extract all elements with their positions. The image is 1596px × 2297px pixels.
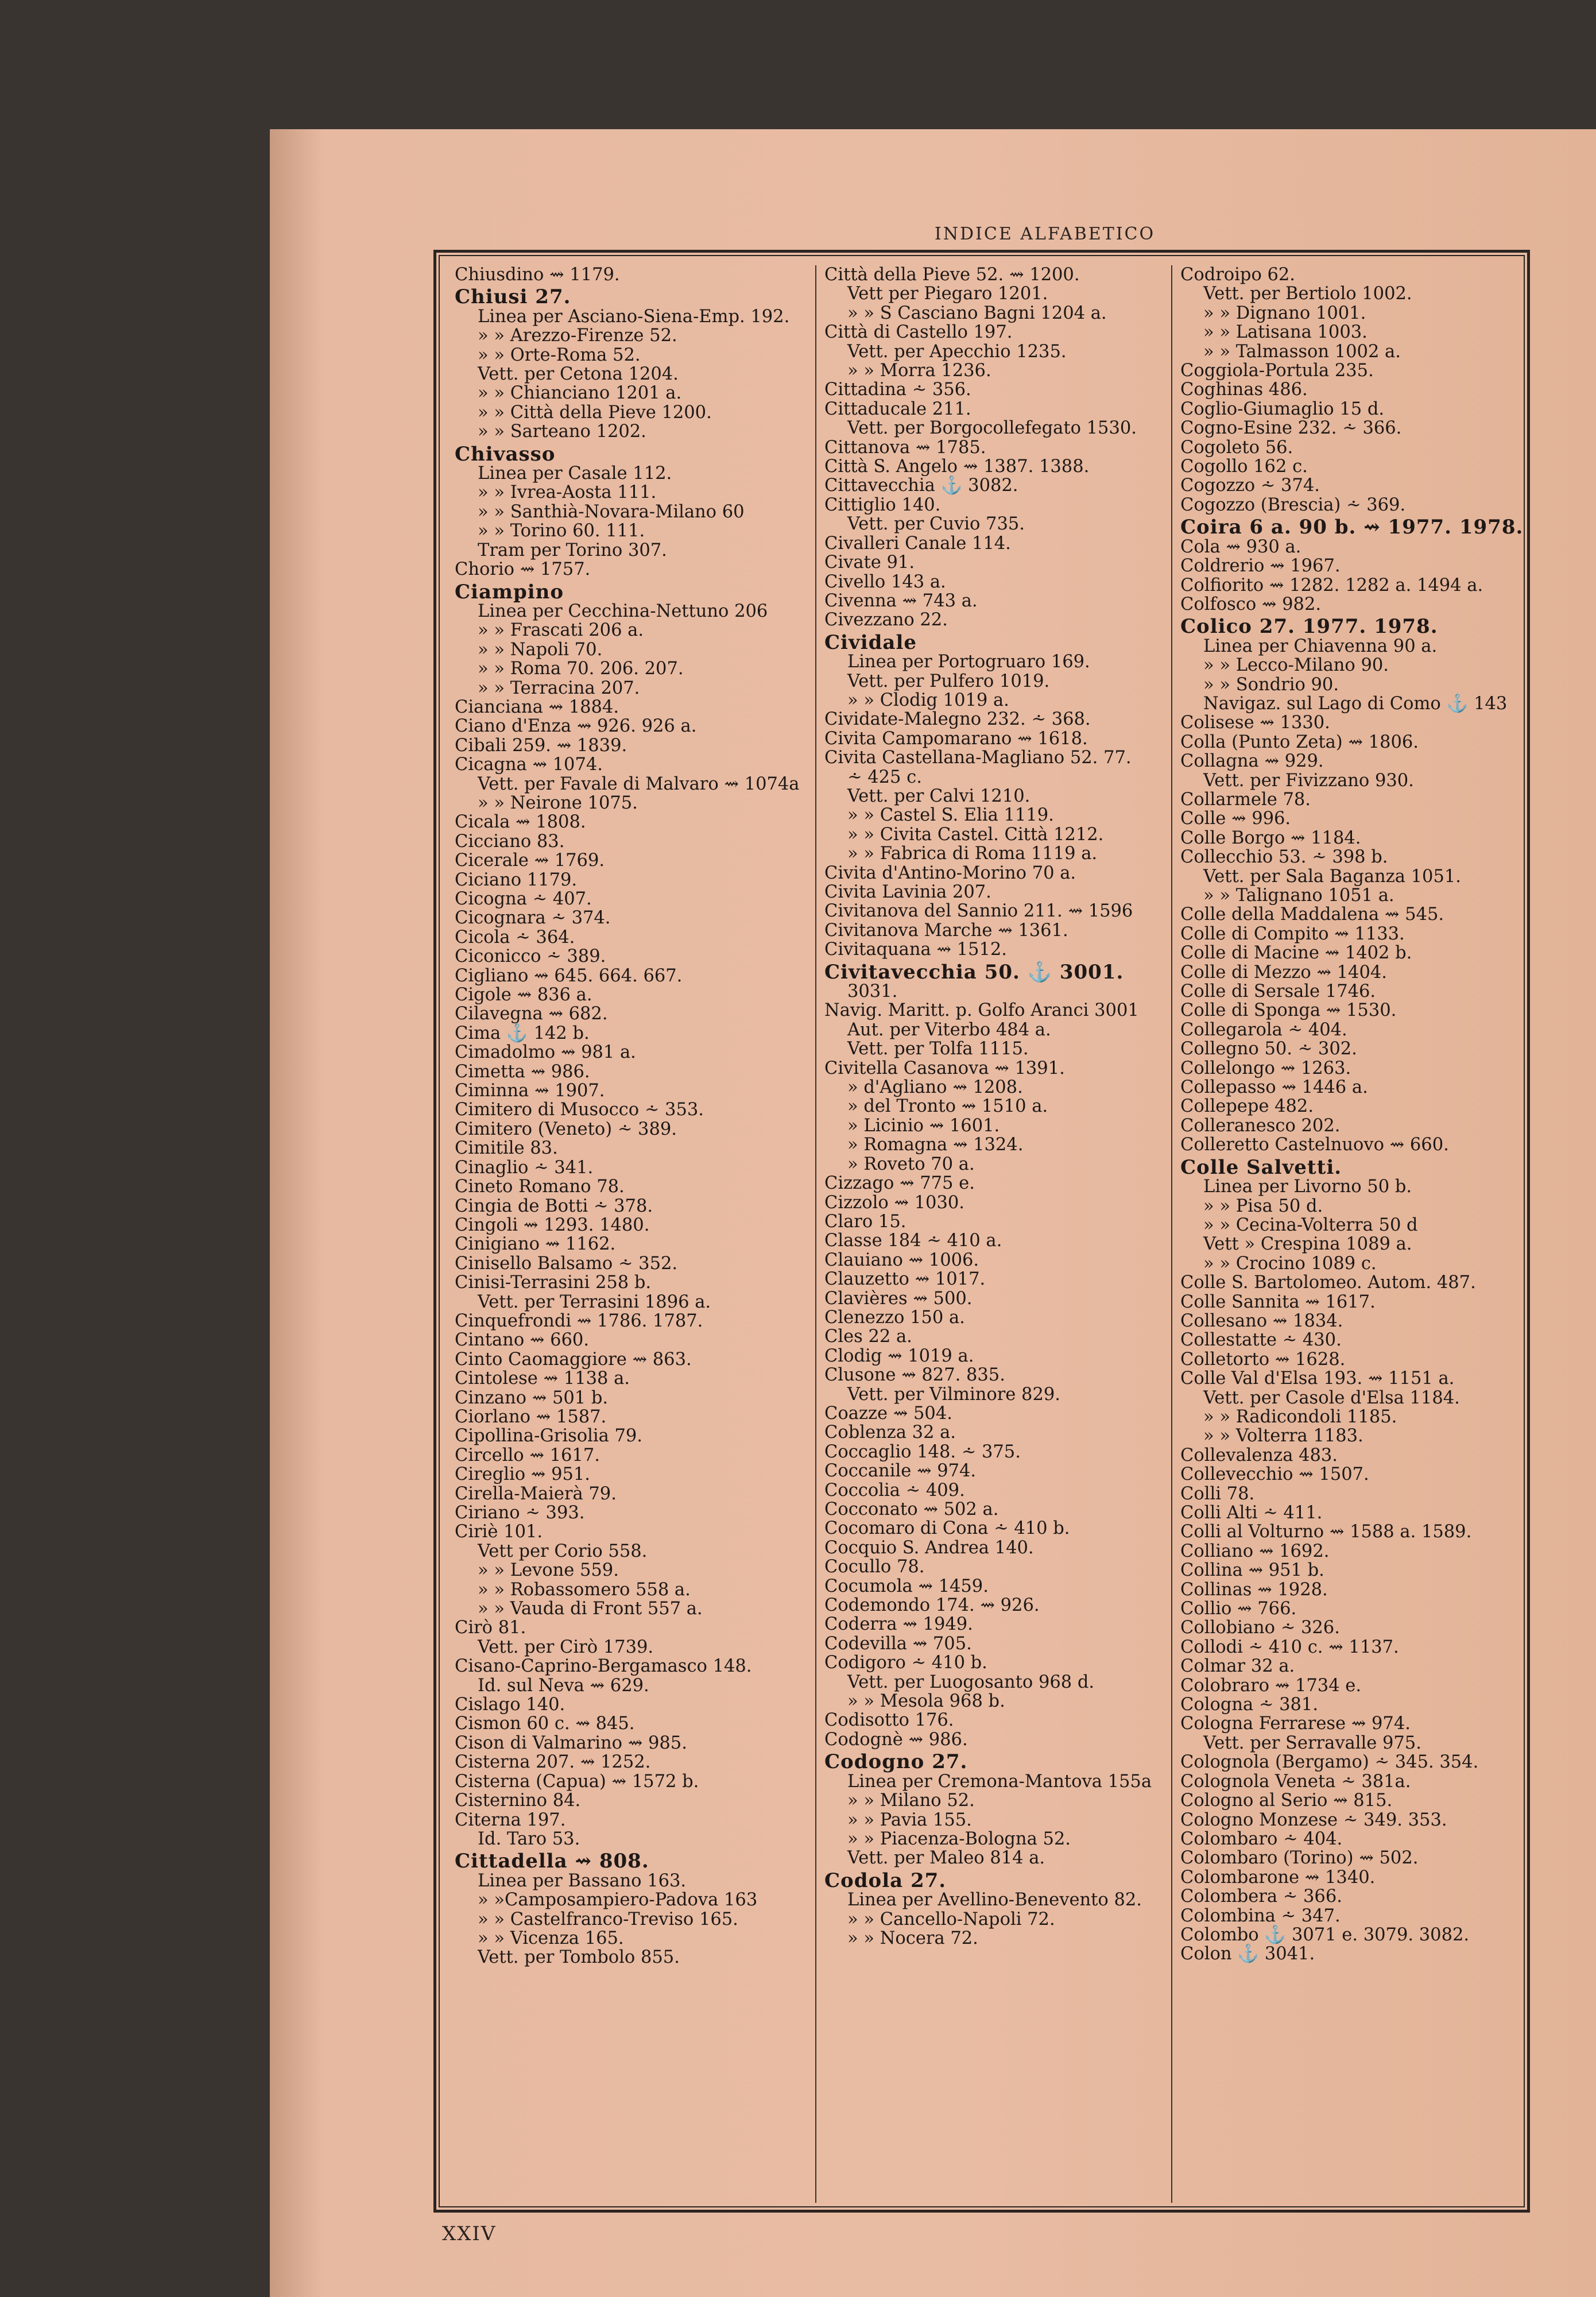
index-entry: Colombina ⩪ 347. bbox=[1180, 1905, 1341, 1926]
index-entry: Civenna ⇝ 743 a. bbox=[824, 590, 978, 611]
index-entry: Vett. per Luogosanto 968 d. bbox=[847, 1672, 1095, 1692]
index-entry: Cineto Romano 78. bbox=[455, 1177, 625, 1197]
index-entry: Vett. per Calvi 1210. bbox=[847, 786, 1031, 806]
index-entry: Vett. per Borgocollefegato 1530. bbox=[847, 418, 1137, 439]
index-entry: Vett per Corio 558. bbox=[478, 1541, 648, 1561]
index-entry: Codigoro ⩪ 410 b. bbox=[824, 1653, 987, 1673]
index-entry: » » Torino 60. 111. bbox=[478, 521, 645, 542]
index-entry: » » Pavia 155. bbox=[847, 1809, 972, 1830]
index-entry: Linea per Casale 112. bbox=[478, 463, 672, 484]
index-entry: » » Clodig 1019 a. bbox=[847, 690, 1009, 710]
index-entry: » » Vauda di Front 557 a. bbox=[478, 1599, 703, 1619]
index-entry: Colognola Veneta ⩪ 381a. bbox=[1180, 1771, 1411, 1792]
index-entry: Colleranesco 202. bbox=[1180, 1115, 1341, 1136]
index-entry: Vett. per Terrasini 1896 a. bbox=[478, 1291, 711, 1312]
index-entry: Linea per Avellino-Benevento 82. bbox=[847, 1890, 1142, 1911]
index-entry: Vett. per Pulfero 1019. bbox=[847, 671, 1050, 691]
index-entry: Colmar 32 a. bbox=[1180, 1656, 1295, 1677]
index-entry: » » Crocino 1089 c. bbox=[1203, 1253, 1377, 1274]
index-entry: Collecchio 53. ⩪ 398 b. bbox=[1180, 847, 1388, 868]
index-entry: » Roveto 70 a. bbox=[847, 1154, 975, 1174]
index-entry: Cittanova ⇝ 1785. bbox=[824, 437, 986, 458]
index-entry: Cilavegna ⇝ 682. bbox=[455, 1004, 608, 1024]
index-entry: Cicognara ⩪ 374. bbox=[455, 908, 611, 929]
index-entry: Clauiano ⇝ 1006. bbox=[824, 1250, 979, 1270]
index-entry: » » Radicondoli 1185. bbox=[1203, 1406, 1397, 1427]
index-entry: Vett. per Casole d'Elsa 1184. bbox=[1203, 1387, 1460, 1408]
index-entry: Vett per Piegaro 1201. bbox=[847, 284, 1048, 304]
index-entry: Cislago 140. bbox=[455, 1695, 565, 1715]
index-entry: Colle Salvetti. bbox=[1180, 1155, 1342, 1179]
index-entry: Colle S. Bartolomeo. Autom. 487. bbox=[1180, 1273, 1476, 1293]
index-entry: » »Camposampiero-Padova 163 bbox=[478, 1890, 758, 1911]
index-entry: Cimitero di Musocco ⩪ 353. bbox=[455, 1100, 704, 1120]
index-entry: Coira 6 a. 90 b. ⇝ 1977. 1978. bbox=[1180, 516, 1524, 539]
index-entry: Cisterna (Capua) ⇝ 1572 b. bbox=[455, 1771, 699, 1792]
index-entry: Claro 15. bbox=[824, 1211, 907, 1232]
index-entry: Civita Campomarano ⇝ 1618. bbox=[824, 728, 1088, 749]
index-entry: Colleretto Castelnuovo ⇝ 660. bbox=[1180, 1135, 1449, 1155]
index-entry: Colle ⇝ 996. bbox=[1180, 809, 1291, 829]
index-entry: Colli Alti ⩪ 411. bbox=[1180, 1503, 1323, 1523]
index-entry: » » Talmasson 1002 a. bbox=[1203, 341, 1401, 362]
index-entry: Cireglio ⇝ 951. bbox=[455, 1464, 590, 1485]
index-entry: Cola ⇝ 930 a. bbox=[1180, 536, 1301, 557]
index-entry: Colle di Sersale 1746. bbox=[1180, 981, 1376, 1002]
index-entry: Cinto Caomaggiore ⇝ 863. bbox=[455, 1349, 692, 1370]
index-entry: » » Santhià-Novara-Milano 60 bbox=[478, 501, 745, 522]
index-entry: Colli 78. bbox=[1180, 1483, 1255, 1504]
index-entry: » » Arezzo-Firenze 52. bbox=[478, 326, 677, 346]
index-entry: Coggiola-Portula 235. bbox=[1180, 361, 1374, 381]
index-entry: Collevecchio ⇝ 1507. bbox=[1180, 1464, 1369, 1485]
index-entry: Codevilla ⇝ 705. bbox=[824, 1633, 972, 1654]
index-entry: » » Robassomero 558 a. bbox=[478, 1579, 691, 1600]
index-entry: Cison di Valmarino ⇝ 985. bbox=[455, 1733, 687, 1753]
index-entry: Cles 22 a. bbox=[824, 1327, 912, 1347]
index-entry: » » Città della Pieve 1200. bbox=[478, 402, 712, 423]
index-entry: Cirò 81. bbox=[455, 1618, 526, 1638]
index-entry: Civitella Casanova ⇝ 1391. bbox=[824, 1058, 1065, 1078]
index-entry: Navig. Maritt. p. Golfo Aranci 3001 bbox=[824, 1000, 1139, 1021]
index-entry: Cicagna ⇝ 1074. bbox=[455, 755, 603, 775]
index-entry: Città della Pieve 52. ⇝ 1200. bbox=[824, 265, 1080, 285]
index-entry: Cittaducale 211. bbox=[824, 399, 971, 419]
index-entry: Linea per Cecchina-Nettuno 206 bbox=[478, 601, 768, 621]
index-entry: Chorio ⇝ 1757. bbox=[455, 559, 591, 580]
index-entry: Civita Lavinia 207. bbox=[824, 882, 991, 902]
index-frame bbox=[433, 250, 1530, 2213]
index-entry: Cividate-Malegno 232. ⩪ 368. bbox=[824, 709, 1091, 730]
index-entry: Cividale bbox=[824, 631, 917, 654]
index-entry: Linea per Chiavenna 90 a. bbox=[1203, 636, 1438, 656]
index-entry: » » Levone 559. bbox=[478, 1560, 619, 1581]
index-entry: Ciorlano ⇝ 1587. bbox=[455, 1406, 607, 1427]
index-entry: Ciminna ⇝ 1907. bbox=[455, 1081, 605, 1101]
index-entry: Ciriano ⩪ 393. bbox=[455, 1503, 585, 1523]
index-entry: Chiusi 27. bbox=[455, 285, 571, 309]
index-entry: Coderra ⇝ 1949. bbox=[824, 1614, 973, 1635]
index-entry: Cologno al Serio ⇝ 815. bbox=[1180, 1791, 1393, 1811]
index-entry: » » Sarteano 1202. bbox=[478, 421, 646, 442]
index-entry: Cocomaro di Cona ⩪ 410 b. bbox=[824, 1518, 1070, 1539]
index-entry: Collelongo ⇝ 1263. bbox=[1180, 1058, 1351, 1078]
index-entry: Ciconicco ⩪ 389. bbox=[455, 946, 606, 967]
index-entry: Cismon 60 c. ⇝ 845. bbox=[455, 1714, 635, 1734]
index-entry: » » Chianciano 1201 a. bbox=[478, 383, 682, 404]
index-entry: Cinzano ⇝ 501 b. bbox=[455, 1387, 609, 1408]
index-entry: » » Lecco-Milano 90. bbox=[1203, 655, 1389, 676]
index-entry: Città S. Angelo ⇝ 1387. 1388. bbox=[824, 457, 1090, 477]
index-entry: Codogno 27. bbox=[824, 1750, 968, 1774]
index-entry: Coccolia ⩪ 409. bbox=[824, 1480, 965, 1501]
index-entry: » » Castel S. Elia 1119. bbox=[847, 805, 1054, 826]
index-entry: » » Latisana 1003. bbox=[1203, 322, 1368, 343]
index-entry: Colon ⚓ 3041. bbox=[1180, 1944, 1315, 1965]
index-entry: » » Civita Castel. Città 1212. bbox=[847, 824, 1104, 845]
index-entry: Codroipo 62. bbox=[1180, 265, 1296, 285]
index-entry: Chiusdino ⇝ 1179. bbox=[455, 265, 620, 285]
index-entry: Vett. per Vilminore 829. bbox=[847, 1384, 1060, 1405]
index-entry: Circello ⇝ 1617. bbox=[455, 1445, 600, 1465]
index-entry: Colle di Mezzo ⇝ 1404. bbox=[1180, 962, 1387, 983]
index-entry: Cittadella ⇝ 808. bbox=[455, 1850, 649, 1873]
index-entry: Tram per Torino 307. bbox=[478, 540, 667, 560]
index-entry: Citerna 197. bbox=[455, 1809, 566, 1830]
index-entry: Cisterna 207. ⇝ 1252. bbox=[455, 1752, 651, 1773]
index-entry: Linea per Bassano 163. bbox=[478, 1870, 687, 1891]
index-entry: » » Dignano 1001. bbox=[1203, 303, 1366, 323]
index-entry: Id. sul Neva ⇝ 629. bbox=[478, 1675, 649, 1696]
index-entry: Coghinas 486. bbox=[1180, 380, 1308, 400]
index-entry: » » Napoli 70. bbox=[478, 639, 603, 660]
index-entry: Cologna Ferrarese ⇝ 974. bbox=[1180, 1714, 1411, 1734]
index-entry: Colle Borgo ⇝ 1184. bbox=[1180, 827, 1361, 848]
index-entry: Classe 184 ⩪ 410 a. bbox=[824, 1231, 1002, 1251]
index-entry: Cicciano 83. bbox=[455, 831, 565, 852]
index-entry: Codognè ⇝ 986. bbox=[824, 1729, 968, 1750]
index-entry: Colisese ⇝ 1330. bbox=[1180, 713, 1330, 733]
index-entry: Civezzano 22. bbox=[824, 610, 948, 631]
index-entry: Civate 91. bbox=[824, 552, 915, 573]
index-entry: Cimitero (Veneto) ⩪ 389. bbox=[455, 1119, 677, 1139]
index-entry: » » Terracina 207. bbox=[478, 678, 640, 698]
index-entry: Cingia de Botti ⩪ 378. bbox=[455, 1196, 653, 1216]
index-entry: Cogozzo ⩪ 374. bbox=[1180, 475, 1320, 496]
index-entry: Cogozzo (Brescia) ⩪ 369. bbox=[1180, 494, 1406, 515]
index-entry: Cimetta ⇝ 986. bbox=[455, 1061, 590, 1082]
index-entry: » » Fabrica di Roma 1119 a. bbox=[847, 844, 1098, 864]
index-entry: » » Sondrio 90. bbox=[1203, 674, 1339, 695]
index-entry: » » Roma 70. 206. 207. bbox=[478, 659, 684, 679]
index-entry: Linea per Asciano-Siena-Emp. 192. bbox=[478, 306, 790, 327]
index-entry: » » Mesola 968 b. bbox=[847, 1691, 1005, 1712]
index-entry: Colombera ⩪ 366. bbox=[1180, 1886, 1342, 1907]
index-entry: Cinaglio ⩪ 341. bbox=[455, 1157, 594, 1178]
index-entry: Coccanile ⇝ 974. bbox=[824, 1461, 977, 1482]
index-entry: Colle della Maddalena ⇝ 545. bbox=[1180, 904, 1444, 925]
index-entry: Vett. per Fivizzano 930. bbox=[1203, 770, 1414, 791]
index-entry: Cogoleto 56. bbox=[1180, 437, 1293, 458]
index-entry: Colico 27. 1977. 1978. bbox=[1180, 615, 1438, 639]
index-entry: ⩪ 425 c. bbox=[847, 767, 922, 787]
index-entry: Cinisi-Terrasini 258 b. bbox=[455, 1273, 652, 1293]
index-entry: Colletorto ⇝ 1628. bbox=[1180, 1349, 1346, 1370]
index-entry: Civita d'Antino-Morino 70 a. bbox=[824, 863, 1076, 883]
index-entry: Colle di Compito ⇝ 1133. bbox=[1180, 923, 1405, 944]
page-header: INDICE ALFABETICO bbox=[934, 224, 1156, 244]
index-entry: Collevalenza 483. bbox=[1180, 1445, 1338, 1465]
index-entry: Colombarone ⇝ 1340. bbox=[1180, 1867, 1376, 1888]
index-entry: » » Volterra 1183. bbox=[1203, 1426, 1363, 1447]
index-entry: Colli al Volturno ⇝ 1588 a. 1589. bbox=[1180, 1522, 1472, 1542]
index-entry: » » S Casciano Bagni 1204 a. bbox=[847, 303, 1107, 323]
index-entry: Collarmele 78. bbox=[1180, 789, 1311, 810]
index-entry: Coldrerio ⇝ 1967. bbox=[1180, 556, 1341, 577]
index-entry: Collobiano ⩪ 326. bbox=[1180, 1618, 1340, 1638]
index-entry: Clenezzo 150 a. bbox=[824, 1307, 965, 1328]
index-entry: Clusone ⇝ 827. 835. bbox=[824, 1365, 1005, 1386]
index-entry: Colle di Sponga ⇝ 1530. bbox=[1180, 1000, 1397, 1021]
index-entry: Linea per Cremona-Mantova 155a bbox=[847, 1771, 1152, 1792]
index-entry: Collegno 50. ⩪ 302. bbox=[1180, 1039, 1357, 1059]
index-entry: Clodig ⇝ 1019 a. bbox=[824, 1345, 974, 1366]
index-entry: Colle di Macine ⇝ 1402 b. bbox=[1180, 943, 1412, 964]
index-entry: Cologna ⩪ 381. bbox=[1180, 1695, 1319, 1715]
index-entry: Cigliano ⇝ 645. 664. 667. bbox=[455, 965, 683, 986]
index-entry: Cintolese ⇝ 1138 a. bbox=[455, 1368, 630, 1389]
index-entry: Id. Taro 53. bbox=[478, 1828, 580, 1849]
index-entry: Cittadina ⩪ 356. bbox=[824, 380, 971, 400]
index-entry: Civitavecchia 50. ⚓ 3001. bbox=[824, 960, 1124, 984]
index-entry: Cittiglio 140. bbox=[824, 494, 941, 515]
index-entry: Cicogna ⩪ 407. bbox=[455, 889, 592, 909]
index-entry: Cimadolmo ⇝ 981 a. bbox=[455, 1042, 636, 1063]
index-entry: » del Tronto ⇝ 1510 a. bbox=[847, 1096, 1048, 1117]
index-entry: Chivasso bbox=[455, 442, 556, 466]
index-entry: Collegarola ⩪ 404. bbox=[1180, 1019, 1347, 1040]
index-entry: Civitaquana ⇝ 1512. bbox=[824, 939, 1007, 960]
index-entry: Cologno Monzese ⩪ 349. 353. bbox=[1180, 1809, 1447, 1830]
index-entry: Vett. per Bertiolo 1002. bbox=[1203, 284, 1412, 304]
index-entry: Colfiorito ⇝ 1282. 1282 a. 1494 a. bbox=[1180, 575, 1483, 595]
index-entry: Cizzago ⇝ 775 e. bbox=[824, 1173, 975, 1194]
index-entry: Cinigiano ⇝ 1162. bbox=[455, 1234, 616, 1255]
index-entry: Vett. per Cetona 1204. bbox=[478, 364, 679, 385]
index-entry: Cicola ⩪ 364. bbox=[455, 927, 575, 948]
index-entry: Codola 27. bbox=[824, 1869, 947, 1892]
index-entry: Linea per Livorno 50 b. bbox=[1203, 1177, 1412, 1197]
index-entry: Cintano ⇝ 660. bbox=[455, 1330, 590, 1351]
index-entry: Codemondo 174. ⇝ 926. bbox=[824, 1595, 1040, 1616]
index-column-2 bbox=[815, 265, 1172, 2203]
index-entry: Vett » Crespina 1089 a. bbox=[1203, 1234, 1412, 1255]
index-entry: Cogollo 162 c. bbox=[1180, 457, 1308, 477]
index-entry: Cibali 259. ⇝ 1839. bbox=[455, 735, 627, 756]
index-entry: Cima ⚓ 142 b. bbox=[455, 1023, 590, 1043]
index-entry: Ciriè 101. bbox=[455, 1522, 543, 1542]
index-entry: Cicerale ⇝ 1769. bbox=[455, 850, 605, 871]
index-entry: Collepasso ⇝ 1446 a. bbox=[1180, 1077, 1368, 1098]
index-entry: Cinquefrondi ⇝ 1786. 1787. bbox=[455, 1310, 703, 1331]
index-entry: Colla (Punto Zeta) ⇝ 1806. bbox=[1180, 732, 1419, 752]
index-entry: Cisano-Caprino-Bergamasco 148. bbox=[455, 1656, 752, 1677]
index-entry: Vett. per Sala Baganza 1051. bbox=[1203, 866, 1461, 887]
index-entry: » d'Agliano ⇝ 1208. bbox=[847, 1077, 1023, 1098]
index-entry: » » Milano 52. bbox=[847, 1791, 975, 1811]
index-entry: Colombaro ⩪ 404. bbox=[1180, 1828, 1343, 1849]
index-entry: Collodi ⩪ 410 c. ⇝ 1137. bbox=[1180, 1637, 1399, 1657]
index-entry: » » Ivrea-Aosta 111. bbox=[478, 482, 657, 503]
index-entry: Cirella-Maierà 79. bbox=[455, 1483, 617, 1504]
index-entry: Cocconato ⇝ 502 a. bbox=[824, 1499, 999, 1519]
index-entry: Collina ⇝ 951 b. bbox=[1180, 1560, 1324, 1581]
index-entry: Cocumola ⇝ 1459. bbox=[824, 1576, 989, 1596]
index-entry: » » Cecina-Volterra 50 d bbox=[1203, 1215, 1418, 1235]
page-number: XXIV bbox=[442, 2222, 497, 2245]
index-entry: Codisotto 176. bbox=[824, 1710, 954, 1731]
index-entry: Civalleri Canale 114. bbox=[824, 533, 1011, 554]
index-entry: » » Talignano 1051 a. bbox=[1203, 885, 1394, 906]
index-entry: Aut. per Viterbo 484 a. bbox=[847, 1019, 1051, 1040]
index-entry: Cittavecchia ⚓ 3082. bbox=[824, 475, 1018, 496]
index-entry: Cipollina-Grisolia 79. bbox=[455, 1426, 642, 1447]
index-entry: Colobraro ⇝ 1734 e. bbox=[1180, 1675, 1362, 1696]
index-entry: Cinisello Balsamo ⩪ 352. bbox=[455, 1253, 678, 1274]
index-entry: Civitanova del Sannio 211. ⇝ 1596 bbox=[824, 901, 1133, 922]
index-entry: Vett. per Tolfa 1115. bbox=[847, 1039, 1029, 1059]
index-entry: 3031. bbox=[847, 981, 898, 1002]
index-entry: » Licinio ⇝ 1601. bbox=[847, 1115, 1000, 1136]
index-entry: Collinas ⇝ 1928. bbox=[1180, 1579, 1328, 1600]
index-entry: Clavières ⇝ 500. bbox=[824, 1288, 973, 1309]
index-entry: Colognola (Bergamo) ⩪ 345. 354. bbox=[1180, 1752, 1479, 1773]
index-entry: » » Pisa 50 d. bbox=[1203, 1196, 1323, 1216]
index-entry: Colombaro (Torino) ⇝ 502. bbox=[1180, 1848, 1419, 1869]
index-entry: Città di Castello 197. bbox=[824, 322, 1013, 343]
index-entry: Vett. per Apecchio 1235. bbox=[847, 341, 1067, 362]
index-entry: Cigole ⇝ 836 a. bbox=[455, 985, 592, 1006]
index-entry: Cingoli ⇝ 1293. 1480. bbox=[455, 1215, 650, 1235]
index-entry: » » Vicenza 165. bbox=[478, 1928, 624, 1948]
index-entry: » » Neirone 1075. bbox=[478, 792, 638, 813]
index-entry: Vett. per Serravalle 975. bbox=[1203, 1733, 1421, 1753]
index-entry: Cocquio S. Andrea 140. bbox=[824, 1537, 1034, 1558]
index-entry: Cicala ⇝ 1808. bbox=[455, 812, 586, 833]
index-entry: Ciciano 1179. bbox=[455, 869, 578, 890]
index-entry: » » Orte-Roma 52. bbox=[478, 345, 641, 365]
index-entry: Ciampino bbox=[455, 580, 564, 604]
index-entry: Collagna ⇝ 929. bbox=[1180, 751, 1324, 772]
index-entry: Vett. per Tombolo 855. bbox=[478, 1947, 680, 1968]
index-entry: » » Cancello-Napoli 72. bbox=[847, 1909, 1055, 1929]
index-entry: Clauzetto ⇝ 1017. bbox=[824, 1269, 986, 1290]
index-entry: Cimitile 83. bbox=[455, 1138, 558, 1159]
index-entry: Colle Val d'Elsa 193. ⇝ 1151 a. bbox=[1180, 1368, 1455, 1389]
index-column-1 bbox=[455, 265, 802, 2203]
index-entry: Ciano d'Enza ⇝ 926. 926 a. bbox=[455, 716, 697, 737]
index-entry: Civitanova Marche ⇝ 1361. bbox=[824, 920, 1068, 941]
index-entry: Collepepe 482. bbox=[1180, 1096, 1314, 1117]
index-entry: Colliano ⇝ 1692. bbox=[1180, 1541, 1330, 1561]
index-entry: Colle Sannita ⇝ 1617. bbox=[1180, 1291, 1376, 1312]
index-entry: Colombo ⚓ 3071 e. 3079. 3082. bbox=[1180, 1924, 1470, 1945]
index-entry: » » Piacenza-Bologna 52. bbox=[847, 1828, 1071, 1849]
index-entry: Linea per Portogruaro 169. bbox=[847, 652, 1090, 672]
index-entry: Cianciana ⇝ 1884. bbox=[455, 697, 619, 717]
index-entry: Cisternino 84. bbox=[455, 1791, 581, 1811]
index-entry: » » Morra 1236. bbox=[847, 361, 991, 381]
index-entry: Vett. per Cirò 1739. bbox=[478, 1637, 654, 1657]
index-column-3 bbox=[1171, 265, 1525, 2203]
index-entry: Civita Castellana-Magliano 52. 77. bbox=[824, 748, 1132, 768]
index-entry: Civello 143 a. bbox=[824, 571, 946, 592]
index-entry: Vett. per Favale di Malvaro ⇝ 1074a bbox=[478, 774, 800, 794]
index-entry: Coglio-Giumaglio 15 d. bbox=[1180, 399, 1385, 419]
index-entry: Coblenza 32 a. bbox=[824, 1422, 956, 1443]
index-entry: » » Frascati 206 a. bbox=[478, 620, 644, 641]
index-entry: Collestatte ⩪ 430. bbox=[1180, 1330, 1342, 1351]
index-entry: Cogno-Esine 232. ⩪ 366. bbox=[1180, 418, 1402, 439]
index-entry: Colfosco ⇝ 982. bbox=[1180, 594, 1322, 614]
index-entry: » Romagna ⇝ 1324. bbox=[847, 1135, 1024, 1155]
index-entry: Coazze ⇝ 504. bbox=[824, 1403, 952, 1424]
page-sheet bbox=[270, 129, 1596, 2297]
index-entry: Cizzolo ⇝ 1030. bbox=[824, 1192, 964, 1213]
index-entry: » » Castelfranco-Treviso 165. bbox=[478, 1909, 738, 1929]
index-entry: Vett. per Cuvio 735. bbox=[847, 514, 1025, 535]
index-entry: Navigaz. sul Lago di Como ⚓ 143 bbox=[1203, 693, 1508, 714]
index-entry: Collio ⇝ 766. bbox=[1180, 1599, 1297, 1619]
index-entry: Cocullo 78. bbox=[824, 1557, 925, 1577]
index-entry: Vett. per Maleo 814 a. bbox=[847, 1848, 1045, 1869]
index-entry: » » Nocera 72. bbox=[847, 1928, 978, 1948]
index-entry: Collesano ⇝ 1834. bbox=[1180, 1310, 1343, 1331]
index-entry: Coccaglio 148. ⩪ 375. bbox=[824, 1441, 1021, 1462]
